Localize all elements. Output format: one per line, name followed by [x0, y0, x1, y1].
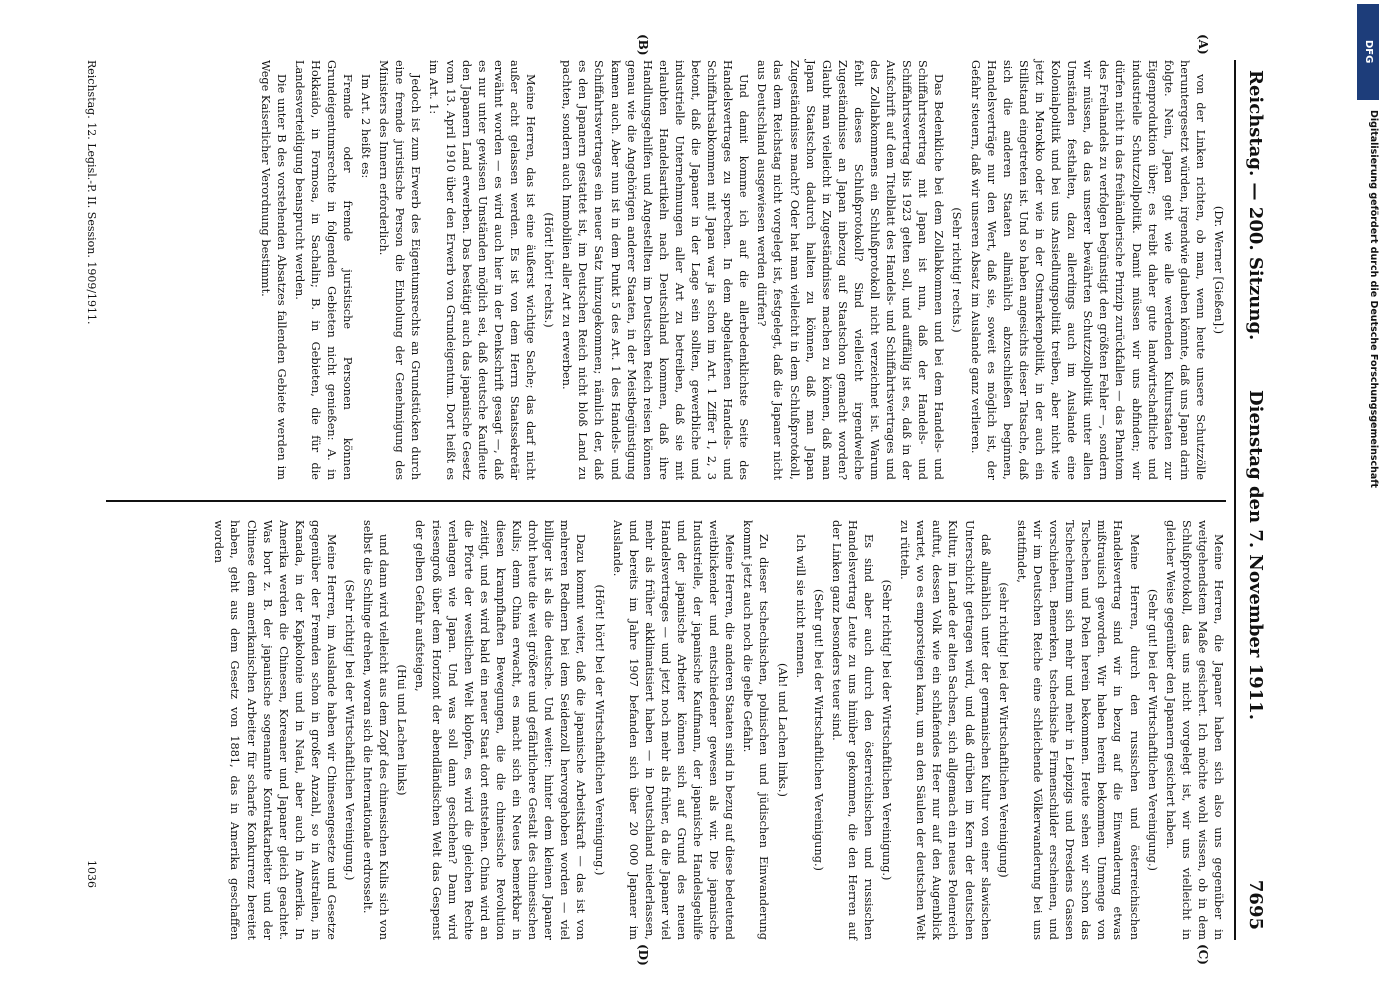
right-column-paragraph: (Sehr richtig! bei der Wirtschaftlichen Vereinigung.)	[880, 579, 894, 881]
page-number: 7695	[1245, 879, 1266, 930]
column-divider	[106, 500, 1226, 502]
dfg-logo: DFG	[1357, 4, 1379, 100]
rotated-page-content	[50, 34, 1270, 966]
margin-marker-a: (A)	[1196, 34, 1210, 55]
footer-left: Reichstag. 12. Legisl.-P. II. Session. 1909/1911.	[85, 60, 98, 325]
margin-marker-c: (C)	[1196, 944, 1210, 965]
left-column-paragraph: Und damit komme ich auf die allerbedenklichste Seite des Handelsvertrages zu sprechen. In dem abgelaufenen Handels- und Schiffahrtsabkommen mit Japan war ja schon im Art. 1 Ziffer 1, 2, 3 betont, daß die Japaner in der Lage sein sollten, gewerbliche und industrielle Unternehmungen aller Art zu betreiben, daß sie mit erlaubten Handelsartikeln nach Deutschland kommen, daß ihre Handlungsgehilfen und Angestellten im Deutschen Reich reisen können genau wie die Angehörigen anderer Staaten, in der Meistbegünstigung kamen auch. Aber nun ist in dem Punkt 5 des Art. 1 des Handels- und Schiffahrtsvertrages ein neuer Satz hinzugekommen; nämlich der, daß es den Japanern gestattet ist, im Deutschen Reich nicht bloß Land zu pachten, sondern auch Immobilien aller Art zu erwerben.	[560, 60, 751, 480]
right-column-paragraph: daß allmählich unter der germanischen Kultur von einer slawischen Unterschicht getragen wird, und daß drüben im Kern der deutschen Kultur, im Lande der alten Sachsen, sich allgemach ein neues Polenreich auftut, dessen Volk wie ein schlafendes Heer nur auf den Augenblick wartet, wo es emporsteigen kann, um an den Säulen der deutschen Welt zu rütteln.	[898, 520, 992, 940]
right-column-paragraph: Meine Herren, im Auslande haben wir Chinesengesetze und Gesetze gegenüber der Fremden schon in großer Anzahl, so in Australien, in Kanada, in der Kapkolonie und in Natal, aber auch in Amerika. In Amerika werden die Chinesen, Koreaner und Japaner gleich geachtet. Was bort z. B. der japanische sogenannte Kontraktarbeiter und der Chinese dem amerikanischen Arbeiter für scharfe Konkurrenz bereitet haben, geht aus dem Gesetz von 1881, das in Amerika geschaffen worden	[212, 520, 339, 940]
right-column-paragraph: (Sehr gut! bei der Wirtschaftlichen Vereinigung.)	[811, 589, 825, 871]
right-column-paragraph: Meine Herren, die Japaner haben sich also uns gegenüber in weitgehendstem Maße gesichert. Ich möchte wohl wissen, ob in dem Schlußprotokoll, das uns nicht vorgelegt ist, wir uns vielleicht in gleicher Weise gegenüber den Japanern gesichert haben.	[1163, 520, 1225, 940]
left-column-paragraph: Das Bedenkliche bei dem Zollabkommen und bei dem Handels- und Schiffahrtsvertrag mit Japan ist nun, daß der Handels- und Schiffahrtsvertrag bis 1923 gelten soll, und auffällig ist es, daß in der Aufschrift auf dem Titelblatt des Handels- und Schiffahrtsvertrages und des Zollabkommens ein Schlußprotokoll nicht verzeichnet ist. Warum fehlt dieses Schlußprotokoll? Sind vielleicht irgendwelche Zugeständnisse an Japan inbezug auf Staatschon gemacht worden? Glaubt man vielleicht in Zugeständnisse machen zu können, daß man Japan Staatschon dadurch halten zu können, daß man Japan Zugeständnisse macht? Oder hat man vielleicht in dem Schlußprotokoll, das dem Reichstag nicht vorgelegt ist, festgelegt, daß die Japaner nicht aus Deutschland ausgewiesen werden dürfen?	[755, 60, 946, 480]
margin-marker-b: (B)	[636, 34, 650, 56]
right-column-paragraph: Meine Herren, die anderen Staaten sind in bezug auf diese bedeutend weitblickender und entschiedener gewesen als wir. Die japanische Industrielle, der japanische Kaufmann, der japanische Handelsgehilfe und der japanische Arbeiter können sich auf Grund des neuen Handelsvertrages — und jetzt noch mehr als früher, da die Japaner viel mehr als früher akklimatisiert haben — in Deutschland niederlassen, und bereits im Jahre 1907 befanden sich über 20 000 Japaner im Auslande.	[610, 520, 737, 940]
dfg-note: Digitalisierung gefördert durch die Deutsche Forschungsgemeinschaft	[1368, 110, 1379, 488]
right-column-paragraph: Es sind aber auch durch den österreichischen und russischen Handelsvertrag Leute zu uns hinüber gekommen, die den Herren auf der Linken ganz besonders teuer sind.	[829, 520, 876, 940]
left-column-paragraph: (Hört! hört! rechts.)	[542, 212, 556, 328]
right-column-paragraph: und dann wird vielleicht aus dem Zopf des chinesischen Kulis sich von selbst die Schlinge drehen, woran sich die Internationale erdrosselt.	[361, 520, 391, 940]
left-column-paragraph: von der Linken richten, ob man, wenn heute unsere Schutzzölle heruntergesetzt würden, irgendwie glauben könnte, daß uns Japan darin folgte. Nein, Japan geht wie alle werdenden Kulturstaaten zur Eigenproduktion über; es treibt daher gute landwirtschaftliche und industrielle Schutzzollpolitik. Damit müssen wir uns abfinden; wir dürfen nicht in das freihändlerische Prinzip zurückfallen — das Phantom des Freihandels zu verfolgen begünstigt den größten Fehler —, sondern wir müssen, da das unserer bewährten Schutzzollpolitik unter allen Umständen festhalten, dazu allerdings auch im Auslande eine Kolonialpolitik und bei uns Ansiedlungspolitik treiben, aber nicht wie jetzt in Marokko oder wie in der Ostmarkenpolitik, in der auch ein Stillstand eingetreten ist. Und so haben angesichts dieser Tatsache, daß sich die anderen Staaten allmählich abzuschließen beginnen, Handelsverträge nur den Wert, daß sie, soweit es möglich ist, der Gefahr steuern, daß wir unseren Absatz im Auslande ganz verlieren.	[968, 60, 1207, 480]
left-column-paragraph: Meine Herren, das ist eine äußerst wichtige Sache; das darf nicht außer acht gelassen werden. Es ist von dem Herrn Staatssekretär erwähnt worden — es wird auch hier in der Denkschrift gesagt —, daß es nur unter gewissen Umständen möglich sei, daß deutsche Kaufleute den Japanern Land erwerben. Das bestätigt auch das japanische Gesetz vom 13. April 1910 über den Erwerb von Grundeigentum. Dort heißt es im Art. 1:	[427, 60, 538, 480]
header-rule	[1234, 60, 1236, 940]
right-column-paragraph: (Hört! hört! bei der Wirtschaftlichen Vereinigung.)	[592, 584, 606, 876]
left-column-paragraph: (Dr. Werner [Gießen].)	[1212, 205, 1225, 335]
left-column-paragraph: (Sehr richtig! rechts.)	[950, 207, 964, 333]
page-header	[1240, 60, 1270, 940]
right-column-paragraph: (sehr richtig! bei der Wirtschaftlichen Vereinigung)	[996, 582, 1010, 878]
right-column-paragraph: Zu dieser tschechischen, polnischen und jüdischen Einwanderung kommt jetzt auch noch die gelbe Gefahr.	[741, 520, 771, 940]
right-column-paragraph: (Sehr richtig! bei der Wirtschaftlichen Vereinigung.)	[343, 579, 357, 881]
right-column-paragraph: (Sehr gut! bei der Wirtschaftlichen Vereinigung.)	[1145, 589, 1159, 871]
left-column-paragraph: Die unter B des vorstehenden Absatzes fallenden Gebiete werden im Wege Kaiserlicher Verordnung bestimmt.	[258, 60, 288, 480]
right-column-paragraph: (Ah! und Lachen links.)	[775, 663, 789, 797]
header-left: Reichstag. — 200. Sitzung.	[1245, 70, 1266, 341]
left-column-paragraph: Im Art. 2 heißt es:	[359, 74, 373, 179]
right-column	[208, 520, 1226, 940]
header-center: Dienstag den 7. November 1911.	[1245, 390, 1266, 720]
left-column-paragraph: Jedoch ist zum Erwerb des Eigentumsrechts an Grundstücken durch eine fremde juristische Person die Einholung der Genehmigung des Ministers des Innern erforderlich.	[377, 60, 423, 480]
right-column-paragraph: Meine Herren, durch den russischen und österreichischen Handelsvertrag sind wir in bezug auf die Einwanderung etwas mißtrauisch geworden. Wir haben herein bekommen. Unmenge von Tschechen und Polen herein bekommen. Heute sehen wir schon das Tschechentum sich mehr und mehr in Leipzigs und Dresdens Gassen vorschieben. Bemerken, tschechische Firmenschilder erscheinen, und wir im Deutschen Reiche eine schleichende Völkerwanderung bei uns stattfindet,	[1014, 520, 1141, 940]
margin-marker-d: (D)	[636, 944, 650, 966]
left-column-paragraph: Fremde oder fremde juristische Personen können Grundeigentumsrechte in folgenden Gebieten nicht genießen: A. in Hokkaido, in Formosa, in Sachalin; B. in Gebieten, die für die Landesverteidigung beansprucht werden.	[292, 60, 355, 480]
right-column-paragraph: Dazu kommt weiter, daß die japanische Arbeitskraft — das ist von mehreren Rednern bei dem Seidenzoll hervorgehoben worden — viel billiger ist als die deutsche. Und weiter: hinter dem kleinen Japaner droht heute die weit größere und gefährlichere Gestalt des chinesischen Kulis; denn China erwacht, es macht sich ein Neues bemerkbar in diesen krampfhaften Bewegungen, die die chinesische Revolution zeitigt, und es wird bald ein neuer Staat dort entstehen. China wird an die Pforte der westlichen Welt klopfen, es wird die gleichen Rechte verlangen wie Japan. Und was soll dann geschehen? Dann wird riesengroß über dem Horizont der abendländischen Welt das Gespenst der gelben Gefahr aufsteigen,	[413, 520, 588, 940]
right-column-paragraph: (Hui und Lachen links)	[395, 664, 409, 796]
left-column	[254, 60, 1226, 480]
right-column-paragraph: Ich will sie nicht nennen.	[793, 534, 807, 679]
footer-right: 1036	[85, 860, 98, 888]
